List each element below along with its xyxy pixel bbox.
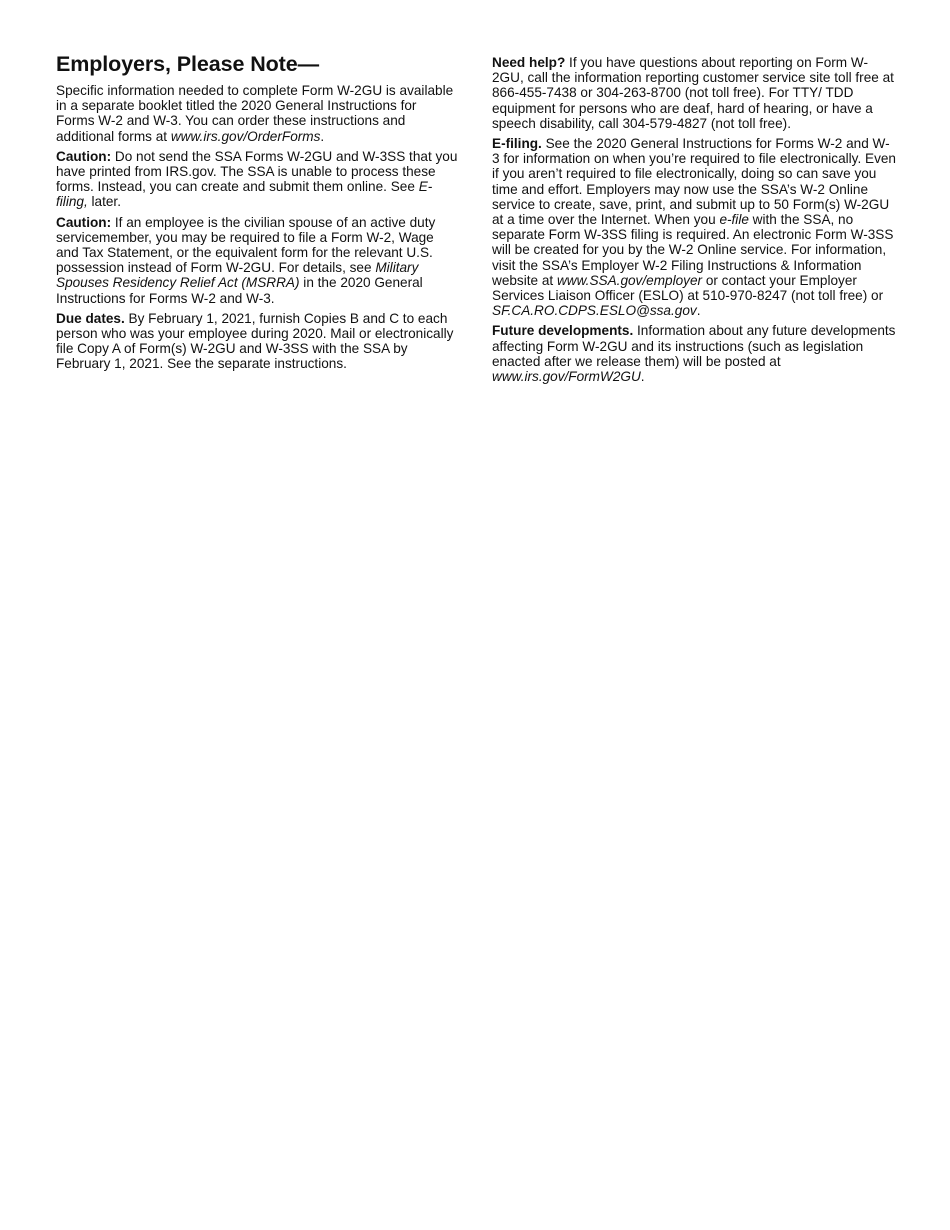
- caution-end-1: later.: [87, 194, 121, 210]
- future-developments-paragraph: [492, 323, 896, 384]
- intro-end: .: [320, 128, 325, 144]
- caution-text-2: If an employee is the civilian spouse of an active duty servicemember, you may be required to file a Form W-2, Wage and Tax Statement, or the equivalent form for the relevant U.S. possession instead of Form W-2GU. For details, see: [56, 214, 436, 276]
- intro-text: Specific information needed to complete Form W-2GU is available in a separate booklet titled the 2020 General Instructions for Forms W-2 and W-3. You can order these instructions and additional forms at: [56, 83, 454, 144]
- caution-label-2: Caution:: [56, 214, 112, 230]
- need-help-label: Need help?: [492, 55, 566, 70]
- ssa-employer-link[interactable]: www.SSA.gov/employer: [556, 272, 703, 288]
- form-w2gu-link[interactable]: www.irs.gov/FormW2GU: [492, 369, 641, 385]
- efiling-text-2: with the SSA, no separate Form W-3SS filing is required. An electronic Form W-3SS will be created for you by the W-2 Online service. For information, visit the SSA’s Employer W-2 Filing Instructions & Information website at: [492, 212, 894, 288]
- msrra-reference: Military Spouses Residency Relief Act (MSRRA): [56, 260, 419, 291]
- due-dates-paragraph: [56, 311, 458, 372]
- caution-text-1: Do not send the SSA Forms W-2GU and W-3SS that you have printed from IRS.gov. The SSA is unable to process these forms. Instead, you can create and submit them online. See: [56, 148, 458, 195]
- future-developments-end: .: [640, 369, 645, 385]
- efiling-label: E-filing.: [492, 136, 542, 152]
- caution-end-2: in the 2020 General Instructions for Forms W-2 and W-3.: [56, 275, 423, 306]
- left-column: [56, 52, 458, 377]
- caution-paragraph-2: [56, 215, 458, 306]
- order-forms-link[interactable]: www.irs.gov/OrderForms: [170, 128, 321, 144]
- need-help-paragraph: [492, 55, 896, 131]
- efiling-text-1: See the 2020 General Instructions for Forms W-2 and W-3 for information on when you’re required to file electronically. Even if you aren’t required to file electronically, doing so can save you time and effort. Employers may now use the SSA’s W-2 Online service to create, save, print, and submit up to 50 Form(s) W-2GU at a time over the Internet. When you: [492, 136, 896, 228]
- efiling-end: .: [696, 303, 701, 319]
- due-dates-label: Due dates.: [56, 310, 125, 326]
- due-dates-text: By February 1, 2021, furnish Copies B and C to each person who was your employee during 2020. Mail or electronically file Copy A of Form(s) W-2GU and W-3SS with the SSA by February 1, 2021. See the separate instructions.: [56, 310, 454, 372]
- future-developments-label: Future developments.: [492, 323, 634, 339]
- efiling-paragraph: [492, 136, 896, 318]
- intro-paragraph: [56, 83, 458, 144]
- future-developments-text: Information about any future developments affecting Form W-2GU and its instructions (such as legislation enacted after we release them) will be posted at: [492, 323, 896, 369]
- page-title: Employers, Please Note—: [56, 52, 319, 76]
- right-column: [492, 55, 896, 389]
- efiling-reference: E-filing,: [56, 179, 433, 210]
- caution-label-1: Caution:: [56, 148, 112, 164]
- efiling-text-3: or contact your Employer Services Liaison Officer (ESLO) at 510-970-8247 (not toll free) or: [492, 272, 884, 304]
- caution-paragraph-1: [56, 149, 458, 210]
- efile-term: e-file: [719, 212, 749, 228]
- need-help-text: If you have questions about reporting on Form W-2GU, call the information reporting customer service site toll free at 866-455-7438 or 304-263-8700 (not toll free). For TTY/ TDD equipment for persons who are deaf, hard of hearing, or have a speech disability, call 304-579-4827 (not toll free).: [492, 55, 894, 131]
- eslo-email-link[interactable]: SF.CA.RO.CDPS.ESLO@ssa.gov: [492, 303, 697, 319]
